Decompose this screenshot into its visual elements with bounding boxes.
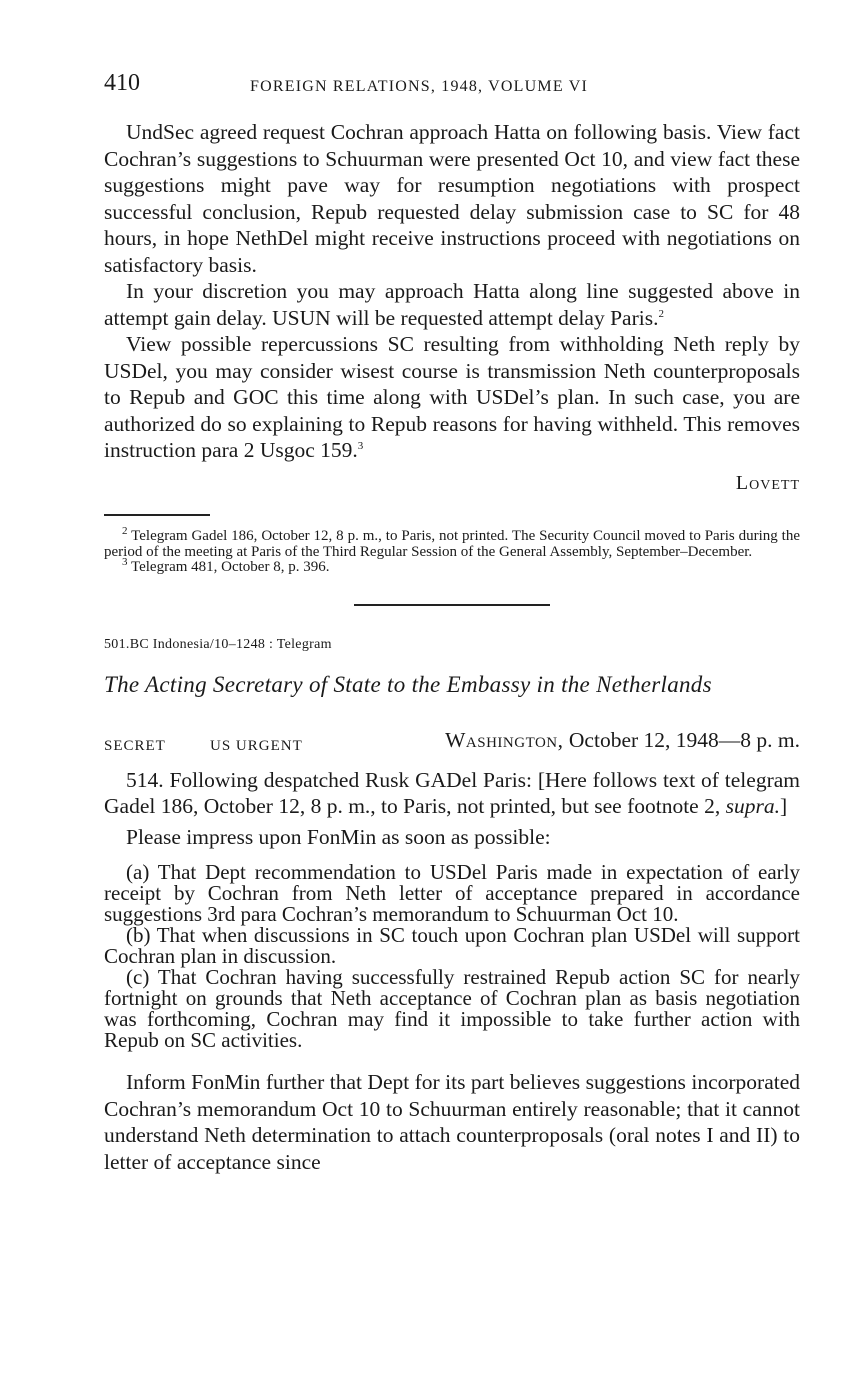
paragraph-2 <box>104 278 800 331</box>
paragraph-3-text: View possible repercussions SC resulting from withholding Neth reply by USDel, you may consider wisest course is transmission Neth counterproposals to Repub and GOC this time along with USDel’s plan. In such case, you are authorized do so explaining to Repub reasons for having withheld. This removes instruction para 2 Usgoc 159. <box>104 332 800 462</box>
classification: SECRET <box>104 737 166 754</box>
footnote-text: Telegram 481, October 8, p. 396. <box>130 559 330 575</box>
instruction-items <box>104 862 800 1051</box>
paragraph-1: UndSec agreed request Cochran approach Hatta on following basis. View fact Cochran’s suggestions to Schuurman were presented Oct 10, and view fact these suggestions might pave way for resumption negotiations with prospect successful conclusion, Repub requested delay submission case to SC for 48 hours, in hope NethDel might receive instructions proceed with negotiations on satisfactory basis. <box>104 120 800 277</box>
footnotes <box>104 525 800 576</box>
date: October 12, 1948—8 p. m. <box>568 727 800 752</box>
telegram-paragraph-2: Please impress upon FonMin as soon as possible: <box>126 824 551 849</box>
footnote-mark: 3 <box>122 556 128 568</box>
item-b: (b) That when discussions in SC touch upon Cochran plan USDel will support Cochran plan in discussion. <box>104 923 800 968</box>
paragraph-3 <box>104 331 800 464</box>
item-a: (a) That Dept recommendation to USDel Paris made in expectation of early receipt by Cochran from Neth letter of acceptance prepared in accordance suggestions 3rd para Cochran’s memorandum to Schuurman Oct 10. <box>104 860 800 926</box>
item-c: (c) That Cochran having successfully restrained Repub action SC for nearly fortnight on grounds that Neth acceptance of Cochran plan as basis negotiation was forthcoming, Cochran may find it impossible to take further action with Repub on SC activities. <box>104 965 800 1052</box>
paragraph-2-text: In your discretion you may approach Hatta along line suggested above in attempt gain delay. USUN will be requested attempt delay Paris. <box>104 279 800 330</box>
page-header <box>104 70 800 100</box>
footnote-rule <box>104 514 210 516</box>
footnote-2 <box>104 525 800 560</box>
section-divider <box>354 604 550 606</box>
footnote-ref-2[interactable]: 2 <box>658 307 664 320</box>
priority: US URGENT <box>210 737 303 754</box>
footnote-ref-3[interactable]: 3 <box>357 439 364 452</box>
signature: Lovett <box>735 471 800 494</box>
upper-section <box>104 119 800 1175</box>
footnote-mark: 2 <box>122 525 128 537</box>
document-title: The Acting Secretary of State to the Embassy in the Netherlands <box>104 672 712 697</box>
place: Washington, <box>445 727 564 752</box>
dateline <box>104 727 800 755</box>
supra-italic: supra. <box>725 794 780 818</box>
telegram-paragraph-1-text: 514. Following despatched Rusk GADel Paris: [Here follows text of telegram Gadel 186, October 12, 8 p. m., to Paris, not printed, but see footnote 2, <box>104 767 800 818</box>
place-date <box>445 727 800 754</box>
telegram-paragraph-3: Inform FonMin further that Dept for its part believes suggestions incorporated Cochran’s memorandum Oct 10 to Schuurman entirely reasonable; that it cannot understand Neth determination to attach counterproposals (oral notes I and II) to letter of acceptance since <box>104 1070 800 1174</box>
footnote-text: Telegram Gadel 186, October 12, 8 p. m., to Paris, not printed. The Security Council moved to Paris during the period of the meeting at Paris of the Third Regular Session of the General Assembly, September–December. <box>104 528 800 560</box>
page-number: 410 <box>104 70 140 96</box>
telegram-paragraph-1 <box>104 767 800 820</box>
file-reference: 501.BC Indonesia/10–1248 : Telegram <box>104 636 332 652</box>
bracket-close: ] <box>779 794 788 818</box>
footnote-3 <box>104 556 800 576</box>
running-head: FOREIGN RELATIONS, 1948, VOLUME VI <box>250 78 588 95</box>
